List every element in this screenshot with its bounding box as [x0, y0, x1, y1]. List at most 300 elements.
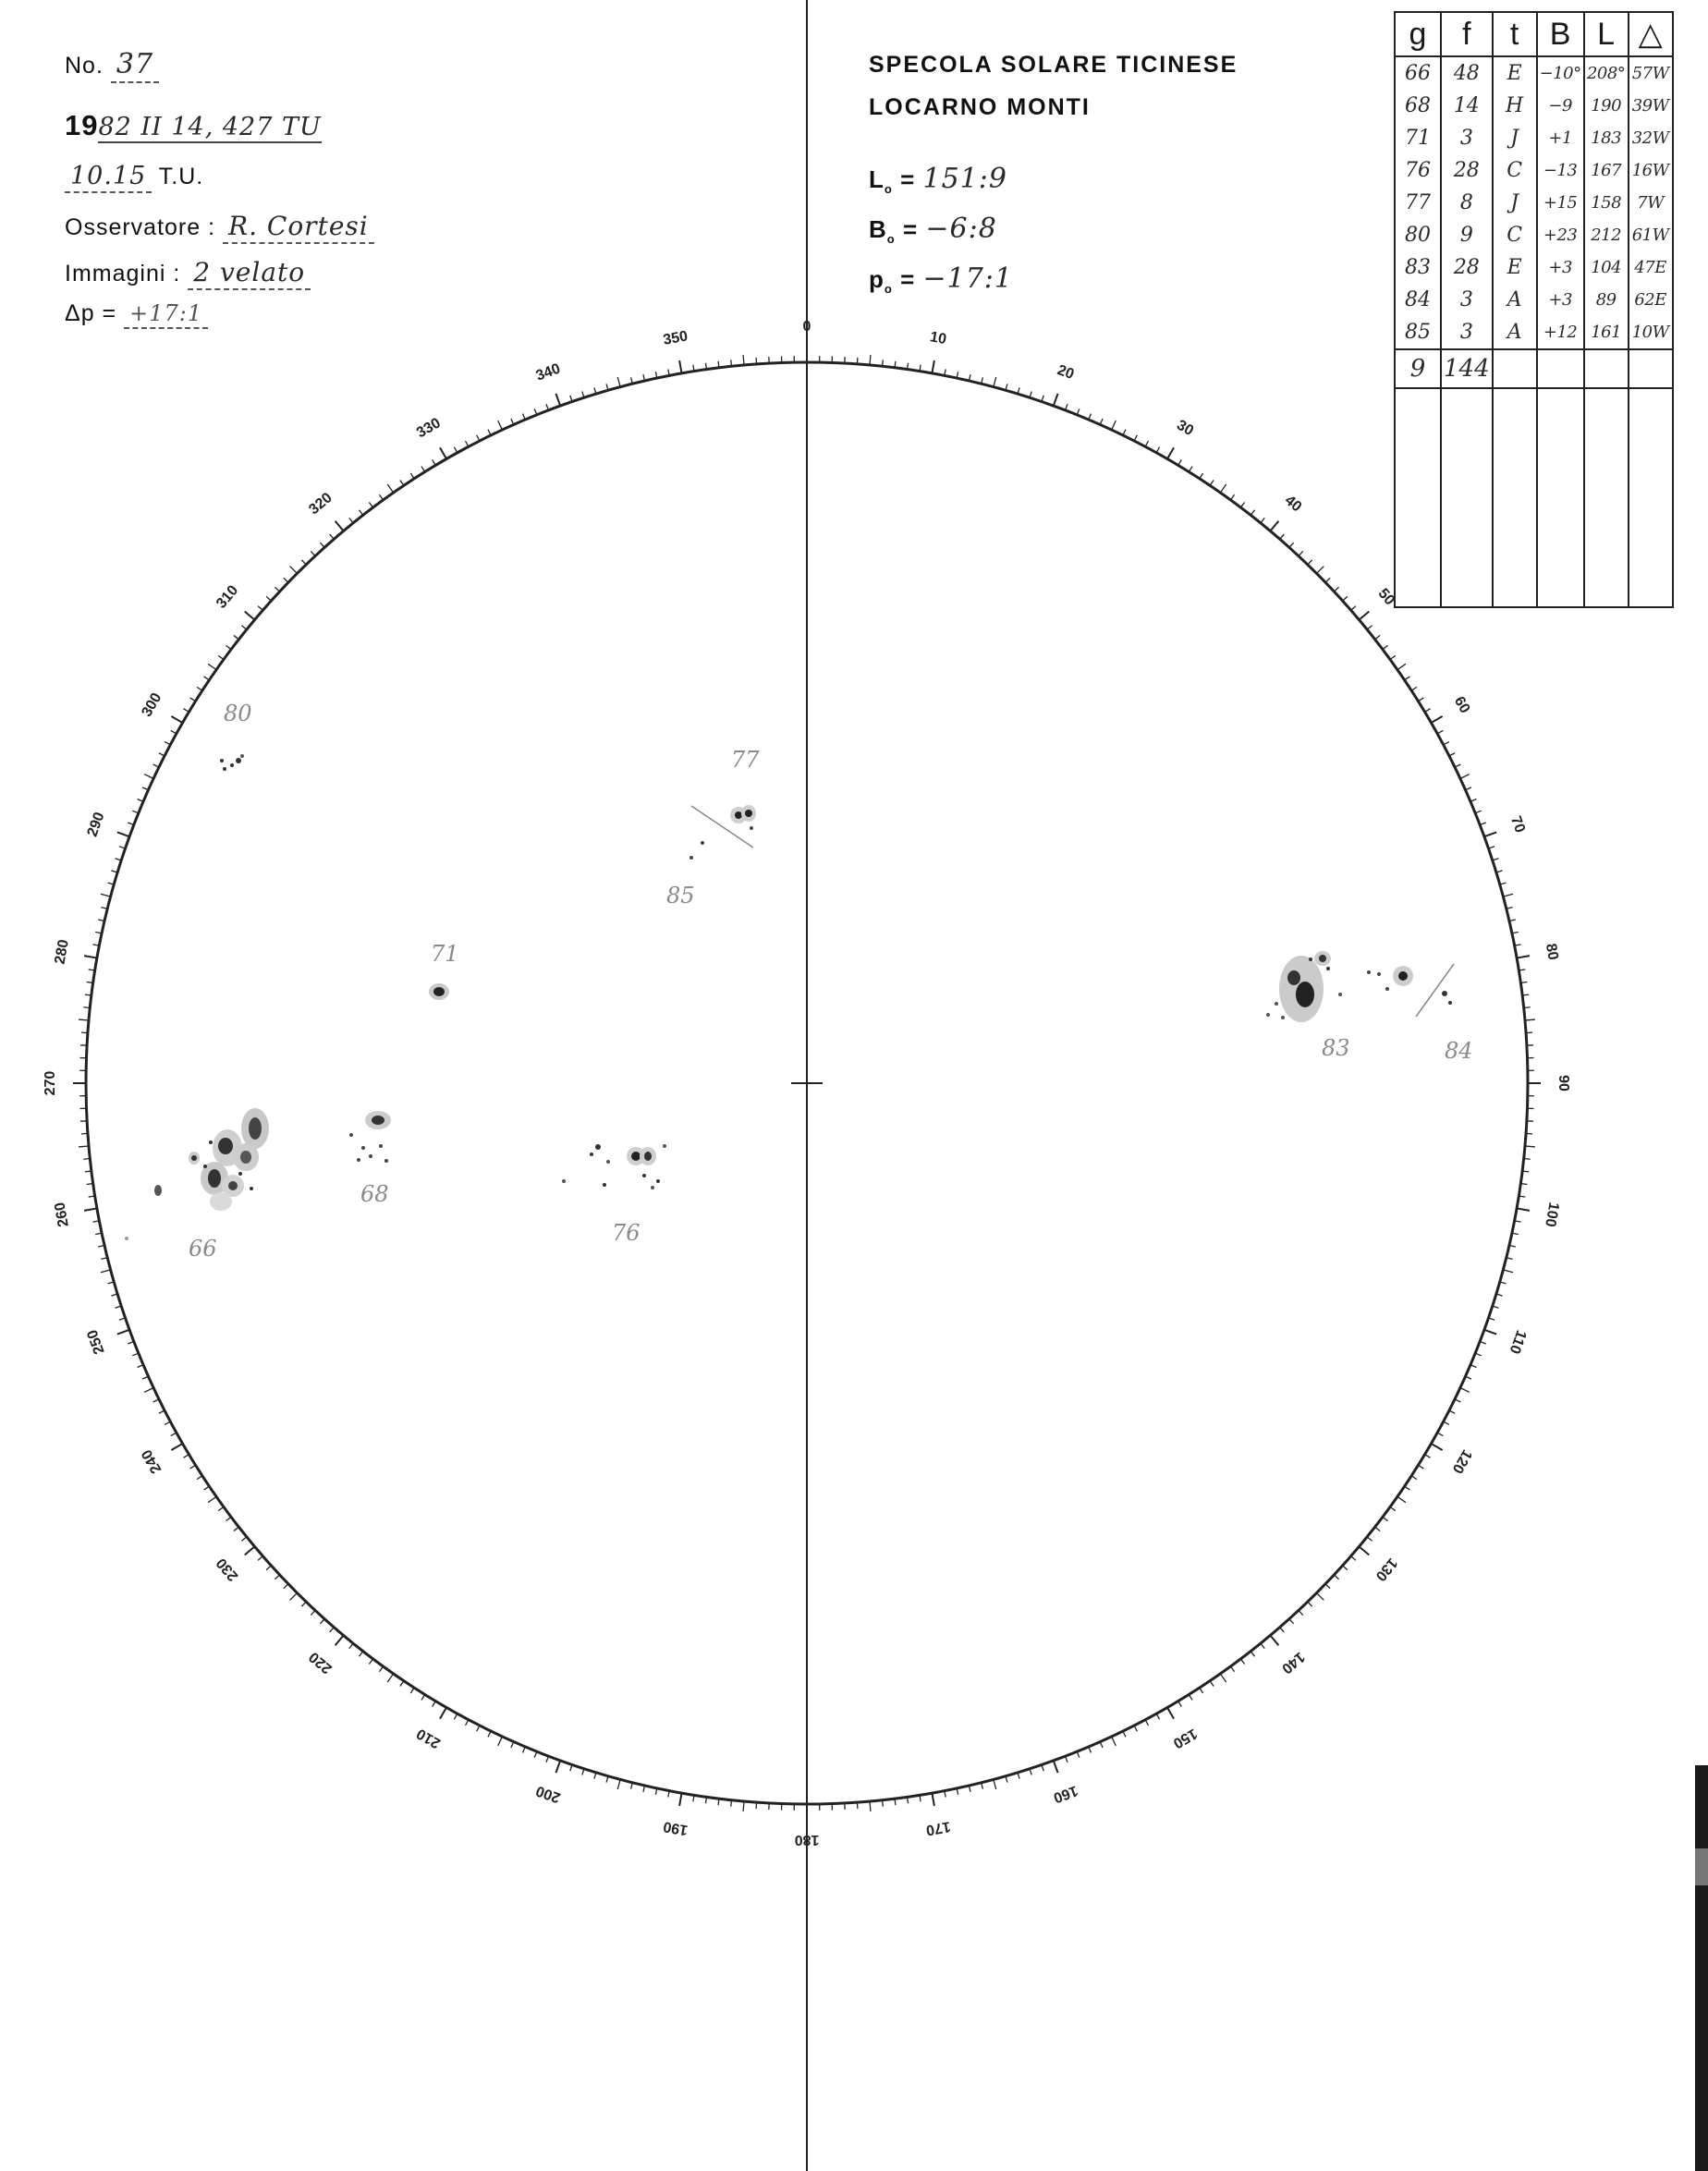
- scale-tick: [1455, 764, 1460, 767]
- scale-tick: [1503, 1270, 1513, 1273]
- sunspot-group-71: [429, 983, 449, 1000]
- header-f: f: [1441, 12, 1493, 56]
- scale-tick: [743, 355, 744, 365]
- scale-tick: [1123, 1731, 1126, 1737]
- table-cell-f: 48: [1441, 56, 1493, 90]
- scale-tick: [284, 578, 288, 582]
- scale-tick: [1425, 1455, 1431, 1458]
- scale-tick: [1123, 430, 1126, 435]
- scale-tick: [1375, 1527, 1381, 1531]
- scale-tick: [679, 1793, 681, 1806]
- scale-tick: [183, 709, 189, 713]
- table-cell-t: E: [1493, 56, 1537, 90]
- scale-tick: [1261, 518, 1264, 522]
- scale-label: 320: [306, 490, 336, 518]
- scale-tick: [290, 1593, 298, 1601]
- scale-label: 210: [414, 1725, 444, 1751]
- scale-tick: [870, 1801, 871, 1811]
- group-label-76: 76: [612, 1220, 640, 1246]
- scale-tick: [379, 494, 383, 500]
- sunspot-group-85: [689, 841, 704, 860]
- scale-tick: [245, 612, 255, 620]
- scale-label: 190: [662, 1818, 689, 1838]
- scale-label: 70: [1507, 813, 1528, 835]
- scale-label: 240: [139, 1446, 165, 1476]
- scale-tick: [84, 956, 97, 957]
- scale-tick: [994, 1779, 996, 1789]
- scale-tick: [153, 764, 159, 767]
- table-cell-l: 89: [1584, 284, 1629, 316]
- table-cell-b: +23: [1537, 219, 1584, 251]
- scale-tick: [1425, 709, 1431, 713]
- date-value: 82 II 14, 427 TU: [98, 113, 322, 141]
- L0-line: $L_o$ = 151:9: [869, 163, 1007, 197]
- scale-tick: [241, 1537, 246, 1541]
- scale-label: 130: [1372, 1555, 1400, 1584]
- table-cell-g: 66: [1395, 56, 1441, 90]
- images-label: Immagini :: [65, 261, 181, 287]
- table-cell-d: 7W: [1629, 187, 1673, 219]
- scale-tick: [1437, 1433, 1443, 1435]
- scale-label: 200: [533, 1782, 563, 1806]
- scale-tick: [369, 1659, 372, 1665]
- table-cell-b: +15: [1537, 187, 1584, 219]
- scale-tick: [1455, 1399, 1460, 1402]
- scale-tick: [117, 1330, 129, 1335]
- scale-tick: [379, 1666, 383, 1672]
- table-cell-d: 32W: [1629, 122, 1673, 154]
- scale-tick: [1261, 1643, 1264, 1648]
- scale-tick: [226, 1517, 231, 1520]
- scale-label: 250: [84, 1327, 108, 1357]
- no-value: 37: [111, 48, 159, 83]
- scale-label: 90: [1555, 1075, 1571, 1092]
- scale-tick: [1240, 1659, 1244, 1665]
- scale-tick: [440, 1707, 446, 1718]
- scale-tick: [301, 1602, 306, 1606]
- scale-tick: [1299, 551, 1303, 555]
- table-cell-l: 167: [1584, 154, 1629, 187]
- table-cell-f: 8: [1441, 187, 1493, 219]
- scale-tick: [330, 534, 335, 539]
- delta-p-label: Δp =: [65, 300, 117, 326]
- scale-tick: [226, 645, 231, 649]
- scale-label: 110: [1506, 1327, 1530, 1356]
- scale-tick: [204, 1486, 210, 1490]
- scale-tick: [466, 1720, 469, 1726]
- table-cell-l: 161: [1584, 316, 1629, 349]
- header-g: g: [1395, 12, 1441, 56]
- scale-tick: [1054, 1761, 1058, 1773]
- scale-tick: [1280, 1628, 1285, 1632]
- scale-tick: [83, 1007, 90, 1008]
- scale-tick: [1397, 1496, 1406, 1502]
- scale-tick: [883, 1800, 884, 1807]
- group-label-84: 84: [1445, 1038, 1473, 1064]
- scale-label: 140: [1278, 1648, 1308, 1677]
- scale-label: 120: [1448, 1446, 1475, 1476]
- scale-tick: [101, 1270, 111, 1273]
- scale-tick: [488, 1731, 491, 1737]
- group-label-83: 83: [1322, 1035, 1350, 1061]
- scale-label: 260: [52, 1201, 72, 1228]
- table-cell-t: C: [1493, 154, 1537, 187]
- scale-label: 230: [214, 1555, 242, 1584]
- scale-tick: [1156, 1714, 1159, 1719]
- scale-tick: [1375, 635, 1381, 639]
- table-cell-d: 10W: [1629, 316, 1673, 349]
- scale-tick: [1525, 1019, 1535, 1020]
- scale-label: 30: [1174, 417, 1197, 440]
- table-cell-l: 158: [1584, 187, 1629, 219]
- scale-tick: [1145, 1720, 1148, 1726]
- year-prefix: 19: [65, 109, 99, 141]
- table-cell-t: H: [1493, 90, 1537, 122]
- scale-tick: [190, 1465, 196, 1469]
- table-cell-t: J: [1493, 187, 1537, 219]
- observer-value: R. Cortesi: [223, 211, 374, 244]
- table-cell-l: 190: [1584, 90, 1629, 122]
- table-cell-d: 39W: [1629, 90, 1673, 122]
- scale-tick: [1411, 687, 1417, 690]
- scale-label: 300: [139, 690, 165, 720]
- equals-sign: =: [900, 165, 916, 193]
- table-cell-g: 77: [1395, 187, 1441, 219]
- scale-tick: [171, 1444, 182, 1450]
- table-cell-l: 183: [1584, 122, 1629, 154]
- scale-tick: [274, 587, 279, 592]
- scale-tick: [1397, 664, 1406, 669]
- scale-tick: [1418, 1465, 1423, 1469]
- sunspot-group-84: [1367, 964, 1454, 1017]
- scale-tick: [171, 1433, 177, 1435]
- scale-tick: [183, 1455, 189, 1458]
- scale-tick: [387, 1674, 393, 1682]
- scale-tick: [1112, 1737, 1116, 1746]
- scale-tick: [1308, 1602, 1312, 1606]
- scale-tick: [555, 394, 560, 406]
- scale-label: 220: [306, 1648, 336, 1677]
- scale-tick: [1437, 730, 1443, 733]
- scale-tick: [1156, 447, 1159, 453]
- scale-tick: [197, 687, 202, 690]
- scale-label: 80: [1542, 942, 1561, 962]
- table-cell-d: 16W: [1629, 154, 1673, 187]
- observer-label: Osservatore :: [65, 214, 216, 240]
- scale-tick: [336, 521, 344, 531]
- scale-tick: [369, 502, 372, 507]
- table-cell-g: 83: [1395, 251, 1441, 284]
- scale-label: 60: [1450, 693, 1473, 716]
- scale-tick: [932, 1793, 933, 1806]
- scale-tick: [400, 481, 404, 486]
- scale-tick: [1390, 655, 1396, 659]
- scale-tick: [1405, 1486, 1410, 1490]
- images-value: 2 velato: [188, 257, 311, 290]
- table-cell-b: +12: [1537, 316, 1584, 349]
- sunspot-group-77: [691, 805, 756, 848]
- scale-tick: [1299, 1610, 1303, 1615]
- scale-tick: [1503, 894, 1513, 896]
- table-cell-f: 28: [1441, 154, 1493, 187]
- table-cell-l: 208°: [1584, 56, 1629, 90]
- scale-label: 280: [52, 938, 72, 966]
- header-delta: △: [1629, 12, 1673, 56]
- scale-tick: [1343, 1566, 1348, 1570]
- scale-tick: [101, 894, 111, 896]
- table-cell-t: A: [1493, 284, 1537, 316]
- table-cell-d: 57W: [1629, 56, 1673, 90]
- group-label-71: 71: [431, 941, 459, 967]
- scale-tick: [895, 361, 896, 368]
- scale-tick: [1289, 1619, 1294, 1624]
- scale-tick: [1367, 626, 1372, 629]
- scale-tick: [1460, 774, 1470, 779]
- scale-tick: [1134, 435, 1137, 441]
- scale-tick: [1230, 494, 1234, 500]
- scale-tick: [349, 518, 353, 522]
- total-groups: 9: [1395, 349, 1441, 388]
- scale-tick: [433, 459, 436, 465]
- no-label: No.: [65, 53, 104, 79]
- scale-tick: [1484, 1330, 1496, 1335]
- scale-tick: [1145, 441, 1148, 446]
- table-cell-f: 3: [1441, 284, 1493, 316]
- scale-tick: [870, 355, 871, 365]
- B0-line: $B_o$ = −6:8: [869, 213, 997, 247]
- scale-tick: [1522, 1171, 1529, 1172]
- scale-tick: [1280, 534, 1285, 539]
- scale-tick: [454, 1714, 457, 1719]
- scale-tick: [218, 1506, 224, 1510]
- scale-tick: [159, 753, 165, 756]
- scale-tick: [477, 435, 480, 441]
- scale-tick: [387, 484, 393, 493]
- table-cell-f: 3: [1441, 316, 1493, 349]
- delta-p-value: +17:1: [124, 300, 208, 329]
- p0-value: −17:1: [922, 262, 1014, 295]
- table-cell-g: 80: [1395, 219, 1441, 251]
- scale-tick: [718, 361, 719, 368]
- sunspot-group-66: [125, 1108, 269, 1240]
- sunspot-group-68: [349, 1111, 391, 1163]
- table-cell-b: +3: [1537, 251, 1584, 284]
- table-cell-b: −9: [1537, 90, 1584, 122]
- scale-tick: [301, 560, 306, 565]
- scale-tick: [1431, 716, 1442, 723]
- scale-tick: [1270, 1636, 1278, 1646]
- scale-tick: [144, 1388, 153, 1393]
- scale-tick: [1317, 1593, 1324, 1601]
- scale-tick: [1200, 473, 1203, 479]
- scale-tick: [488, 430, 491, 435]
- scale-tick: [994, 377, 996, 387]
- table-cell-b: +1: [1537, 122, 1584, 154]
- scale-tick: [245, 1546, 255, 1555]
- scale-tick: [718, 1799, 719, 1805]
- group-label-66: 66: [189, 1236, 217, 1262]
- scale-tick: [555, 1761, 560, 1773]
- group-label-85: 85: [666, 883, 695, 909]
- scale-tick: [617, 1779, 620, 1789]
- scale-tick: [144, 774, 153, 779]
- scale-label: 40: [1281, 492, 1305, 516]
- scale-label: 50: [1374, 585, 1398, 609]
- scale-tick: [1250, 1652, 1254, 1657]
- scale-tick: [400, 1681, 404, 1687]
- table-cell-g: 84: [1395, 284, 1441, 316]
- scale-tick: [336, 1636, 344, 1646]
- scale-tick: [1460, 1388, 1470, 1393]
- scale-tick: [1360, 1546, 1370, 1555]
- total-spots: 144: [1441, 349, 1493, 388]
- scale-tick: [85, 1171, 92, 1172]
- header-B: B: [1537, 12, 1584, 56]
- scale-tick: [1317, 567, 1324, 574]
- table-cell-g: 68: [1395, 90, 1441, 122]
- scale-tick: [79, 1019, 89, 1020]
- scale-tick: [284, 1584, 288, 1589]
- scale-tick: [410, 1688, 414, 1693]
- scale-tick: [1189, 1694, 1192, 1700]
- scale-tick: [1270, 521, 1278, 531]
- scale-tick: [1449, 753, 1455, 756]
- observatory-location: LOCARNO MONTI: [869, 94, 1091, 120]
- scale-tick: [171, 716, 182, 723]
- scale-tick: [477, 1726, 480, 1731]
- scale-tick: [1351, 1556, 1356, 1561]
- scale-tick: [1383, 645, 1388, 649]
- scale-label: 340: [533, 360, 563, 384]
- scale-tick: [1418, 698, 1423, 701]
- scale-tick: [1484, 832, 1496, 836]
- scale-tick: [258, 1556, 262, 1561]
- table-cell-f: 14: [1441, 90, 1493, 122]
- scale-label: 270: [43, 1070, 59, 1096]
- table-cell-l: 104: [1584, 251, 1629, 284]
- L0-label: L: [869, 165, 884, 193]
- scale-tick: [1367, 1537, 1372, 1541]
- scale-tick: [330, 1628, 335, 1632]
- scale-tick: [197, 1476, 202, 1480]
- scale-tick: [731, 1800, 732, 1807]
- scale-label: 160: [1051, 1782, 1080, 1806]
- table-cell-f: 3: [1441, 122, 1493, 154]
- scale-tick: [440, 447, 446, 458]
- scale-tick: [258, 606, 262, 611]
- scale-label: 170: [924, 1818, 952, 1838]
- sunspot-group-80: [220, 754, 244, 771]
- scale-tick: [320, 1619, 324, 1624]
- scale-tick: [454, 447, 457, 453]
- scale-tick: [218, 655, 224, 659]
- scale-tick: [1289, 543, 1294, 547]
- scale-tick: [290, 567, 298, 574]
- sunspot-group-76: [562, 1144, 666, 1189]
- scale-tick: [1383, 1517, 1388, 1520]
- scale-tick: [171, 730, 177, 733]
- table-cell-b: −10°: [1537, 56, 1584, 90]
- time-unit: T.U.: [158, 164, 204, 189]
- scale-tick: [895, 1799, 896, 1805]
- scale-tick: [1325, 578, 1330, 582]
- scale-tick: [159, 1410, 165, 1413]
- scale-tick: [1325, 1584, 1330, 1589]
- scale-label: 180: [794, 1831, 820, 1848]
- scale-tick: [1431, 1444, 1442, 1450]
- scale-tick: [208, 664, 216, 669]
- table-cell-g: 76: [1395, 154, 1441, 187]
- table-cell-f: 9: [1441, 219, 1493, 251]
- scale-tick: [153, 1399, 159, 1402]
- scale-tick: [421, 1694, 425, 1700]
- scale-tick: [421, 467, 425, 472]
- group-label-68: 68: [360, 1181, 389, 1207]
- scale-label: 330: [414, 415, 444, 442]
- table-cell-b: +3: [1537, 284, 1584, 316]
- scale-tick: [266, 1566, 271, 1570]
- scale-tick: [1200, 1688, 1203, 1693]
- table-cell-t: C: [1493, 219, 1537, 251]
- scale-label: 100: [1542, 1201, 1562, 1228]
- scale-tick: [1189, 467, 1192, 472]
- scale-tick: [498, 421, 503, 430]
- scale-tick: [234, 635, 239, 639]
- scale-tick: [1411, 1476, 1417, 1480]
- scale-label: 150: [1170, 1725, 1200, 1751]
- scale-tick: [1444, 742, 1449, 745]
- scale-tick: [883, 360, 884, 366]
- scale-tick: [1449, 1410, 1455, 1413]
- disk-center-cross: [791, 1067, 823, 1099]
- scale-tick: [349, 1643, 353, 1648]
- scale-tick: [266, 596, 271, 601]
- scale-label: 0: [802, 319, 811, 335]
- scale-tick: [1178, 459, 1182, 465]
- sunspot-group-83: [1266, 951, 1342, 1022]
- scale-label: 10: [928, 329, 948, 348]
- scale-tick: [274, 1575, 279, 1579]
- scale-tick: [1525, 1146, 1535, 1147]
- scale-tick: [1167, 447, 1174, 458]
- scale-tick: [84, 1208, 97, 1210]
- scale-tick: [1405, 677, 1410, 680]
- scale-tick: [79, 1146, 89, 1147]
- scale-tick: [1308, 560, 1312, 565]
- table-cell-f: 28: [1441, 251, 1493, 284]
- scale-tick: [359, 510, 362, 516]
- scale-tick: [1522, 994, 1529, 995]
- scale-tick: [165, 742, 170, 745]
- equals-sign: =: [900, 265, 916, 293]
- scale-label: 310: [214, 582, 242, 612]
- equals-sign: =: [902, 215, 919, 243]
- scale-tick: [190, 698, 196, 701]
- scale-tick: [1167, 1707, 1174, 1718]
- scale-tick: [1343, 596, 1348, 601]
- table-cell-t: J: [1493, 122, 1537, 154]
- scale-tick: [743, 1801, 744, 1811]
- scale-tick: [1444, 1421, 1449, 1424]
- scale-tick: [117, 832, 129, 836]
- scale-tick: [731, 360, 732, 366]
- scale-tick: [234, 1527, 239, 1531]
- scale-tick: [1250, 510, 1254, 516]
- scale-tick: [1112, 421, 1116, 430]
- scale-tick: [1334, 587, 1338, 592]
- L0-value: 151:9: [922, 163, 1007, 195]
- scale-tick: [466, 441, 469, 446]
